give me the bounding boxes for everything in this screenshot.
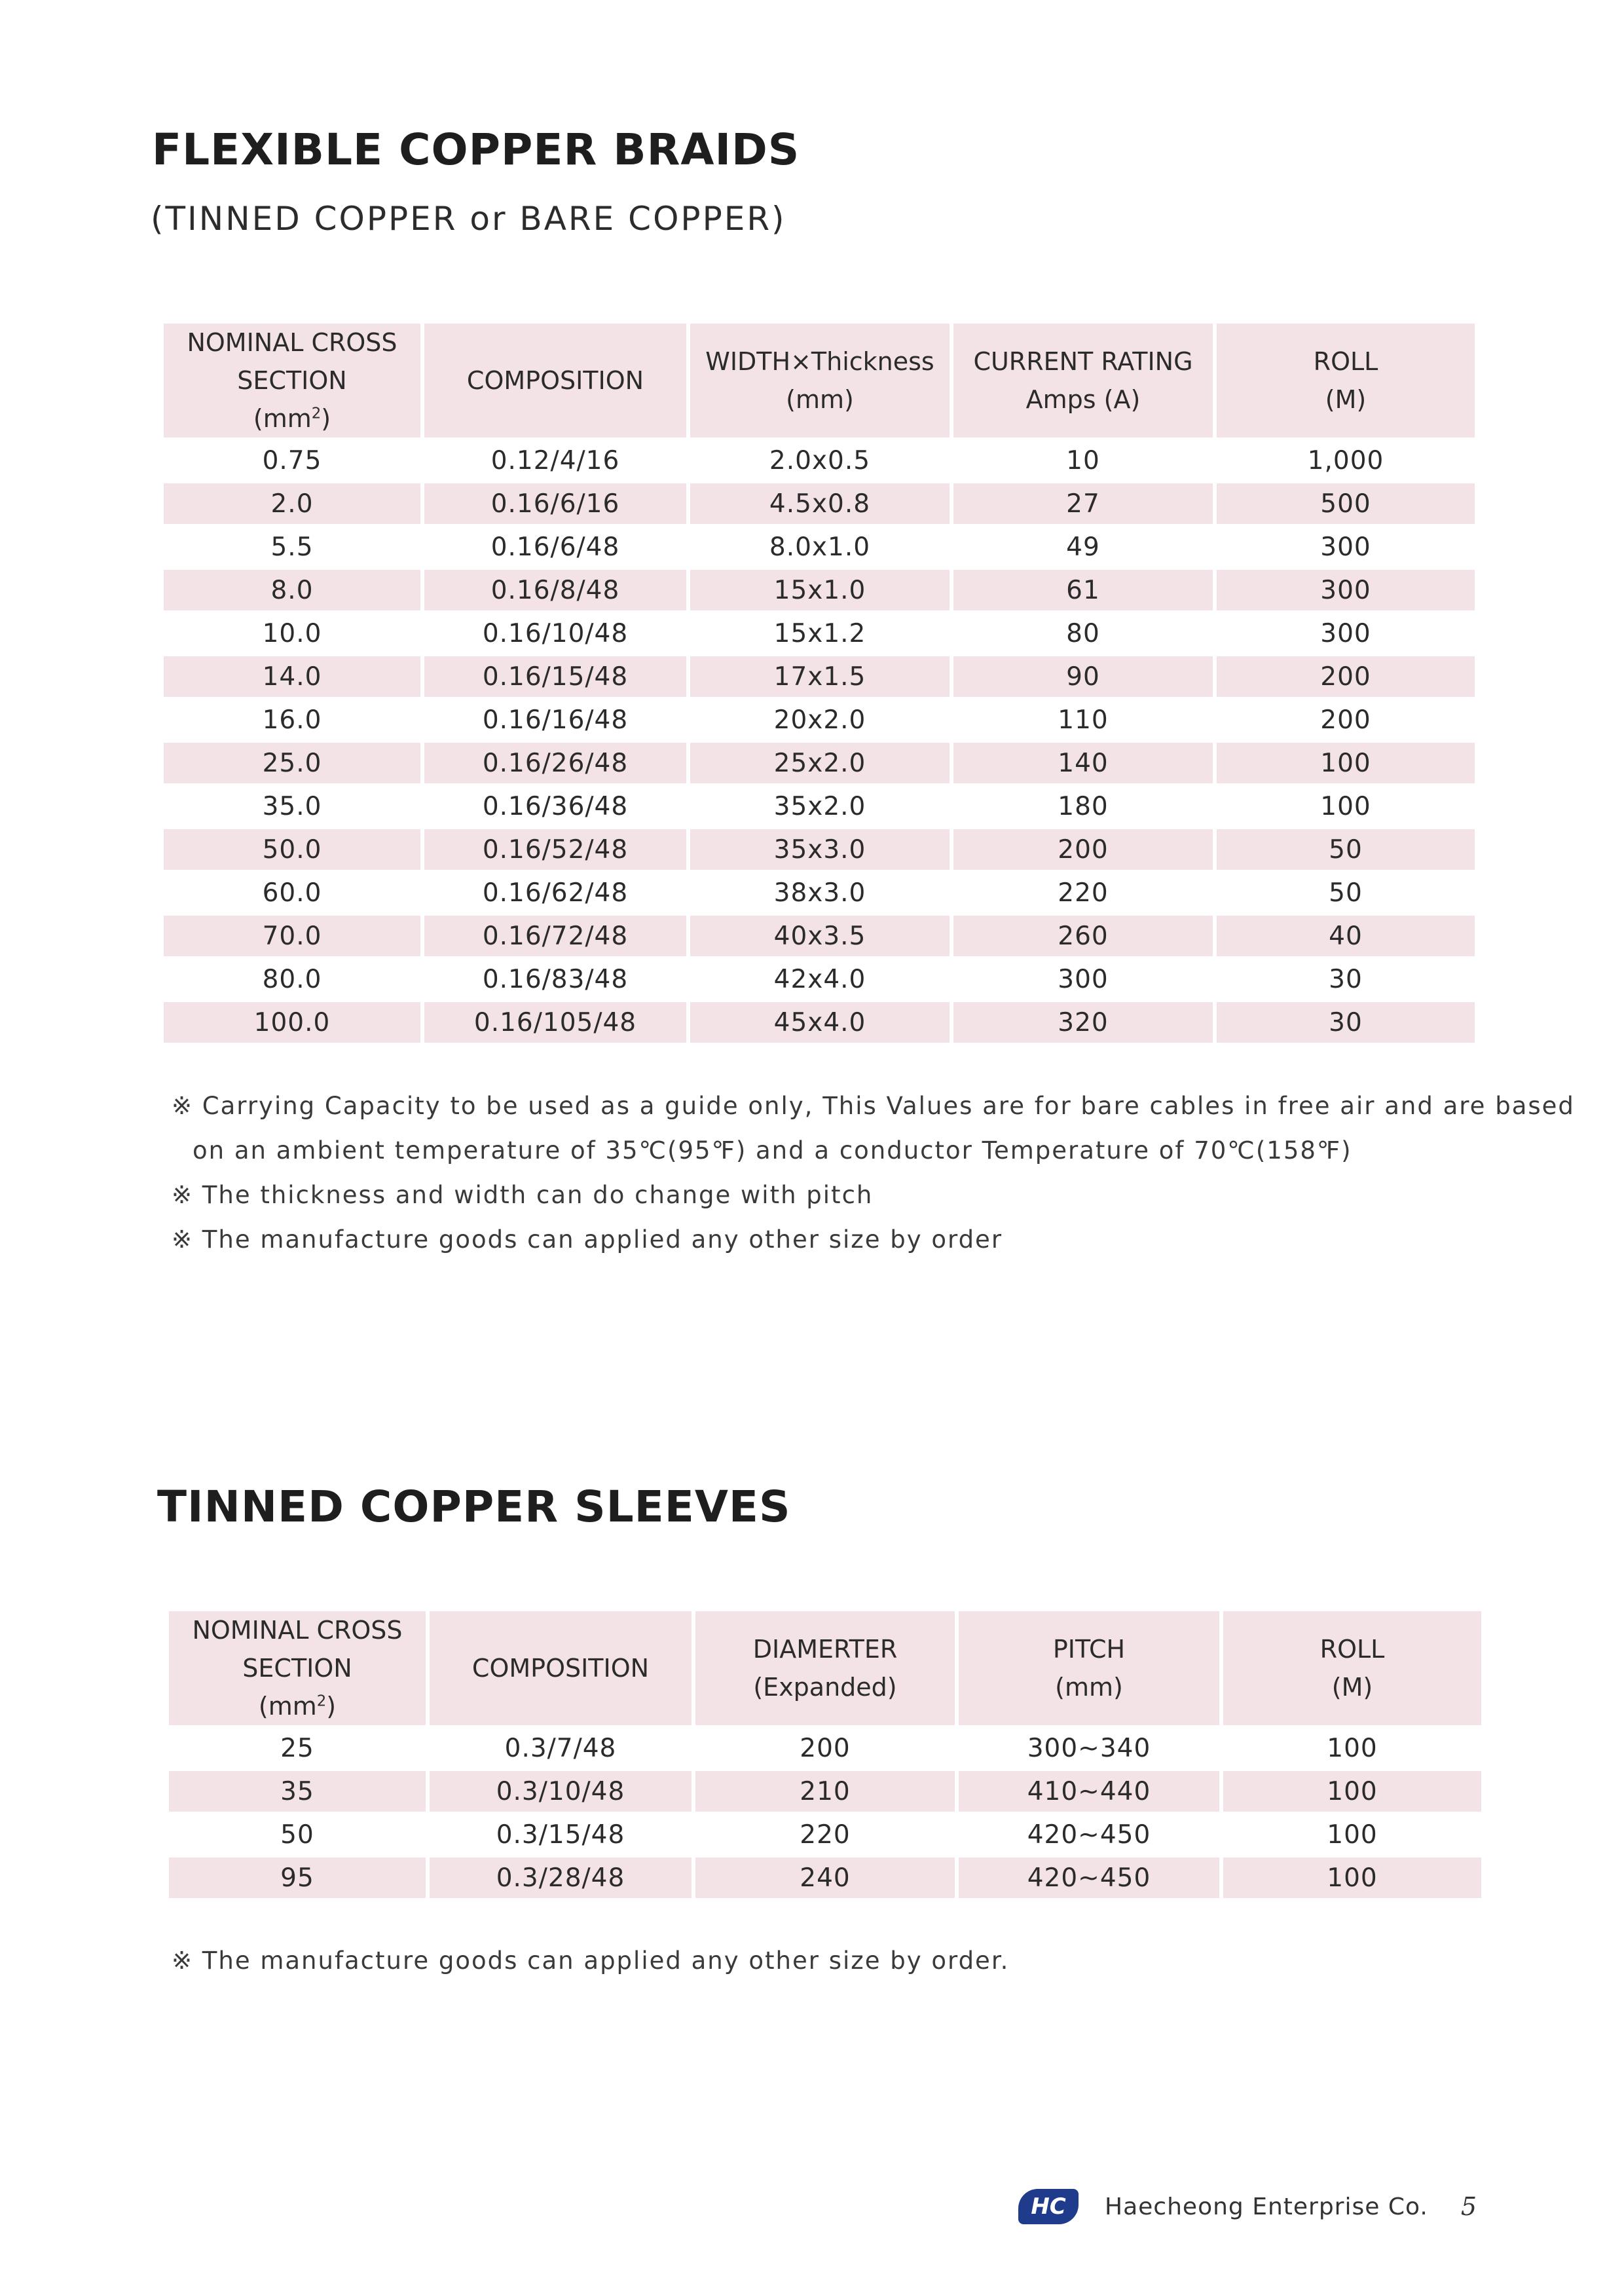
header-text: CURRENT RATING [973,347,1193,376]
table-row [164,743,1475,783]
header-text: NOMINAL CROSS [192,1616,403,1645]
note-manufacture-sleeves: ※ The manufacture goods can applied any other size by order. [172,1947,1010,1975]
cell-composition: 0.16/83/48 [482,964,629,994]
unit-close: ) [326,1692,337,1721]
cell-current: 220 [1058,878,1109,908]
cell-current: 61 [953,570,1213,610]
cell-composition: 0.16/52/48 [424,829,686,870]
cell-roll: 30 [1329,964,1363,994]
cell-diameter: 240 [695,1857,955,1898]
header-text: COMPOSITION [466,366,644,395]
braids-notes [172,1084,1575,1262]
header-nominal-section [169,1611,426,1725]
cell-section: 25 [280,1733,314,1763]
braids-title: FLEXIBLE COPPER BRAIDS [152,124,800,175]
page-footer [1018,2189,1477,2224]
cell-section: 16.0 [262,705,322,735]
company-name: Haecheong Enterprise Co. [1105,2193,1428,2220]
header-composition [424,324,686,438]
cell-width-thickness: 15x1.0 [690,570,950,610]
cell-current: 49 [1066,532,1100,562]
cell-section: 60.0 [262,878,322,908]
cell-section: 2.0 [164,483,420,524]
logo-text: HC [1031,2193,1066,2220]
note-thickness-width: ※ The thickness and width can do change with pitch [172,1181,874,1209]
header-text: (mm) [786,385,854,414]
cell-roll: 1,000 [1307,445,1384,476]
cell-composition: 0.12/4/16 [490,445,620,476]
header-pitch [959,1611,1219,1725]
cell-current: 200 [953,829,1213,870]
cell-composition: 0.16/105/48 [424,1002,686,1043]
sleeves-table [165,1609,1485,1901]
cell-current: 180 [1058,791,1109,821]
cell-section: 14.0 [164,656,420,697]
cell-composition: 0.16/16/48 [482,705,629,735]
cell-roll: 30 [1217,1002,1475,1043]
cell-section: 50 [280,1819,314,1850]
header-text: (Expanded) [753,1673,897,1702]
cell-roll: 100 [1320,791,1371,821]
cell-section: 100.0 [164,1002,420,1043]
cell-width-thickness: 2.0x0.5 [769,445,871,476]
unit-text: (mm [258,1692,317,1721]
header-unit [164,400,420,438]
cell-width-thickness: 15x1.2 [773,618,866,648]
braids-table [160,321,1479,1045]
cell-section: 70.0 [164,916,420,956]
cell-section: 8.0 [164,570,420,610]
cell-section: 35 [169,1771,426,1812]
header-text: WIDTH×Thickness [705,347,934,376]
unit-close: ) [321,404,331,433]
cell-composition: 0.3/10/48 [430,1771,692,1812]
cell-current: 260 [953,916,1213,956]
cell-section: 35.0 [262,791,322,821]
cell-roll: 300 [1320,618,1371,648]
cell-current: 27 [953,483,1213,524]
cell-section: 50.0 [164,829,420,870]
header-width-thickness [690,324,950,438]
cell-composition: 0.16/10/48 [482,618,629,648]
header-text: SECTION [242,1654,352,1683]
sleeves-title: TINNED COPPER SLEEVES [157,1482,791,1532]
header-text: (mm) [1055,1673,1123,1702]
header-text: (M) [1325,385,1367,414]
table-row [169,1857,1481,1898]
braids-subtitle: (TINNED COPPER or BARE COPPER) [151,200,786,238]
cell-diameter: 200 [800,1733,851,1763]
cell-composition: 0.16/6/48 [490,532,620,562]
table-row [164,570,1475,610]
cell-composition: 0.3/15/48 [496,1819,625,1850]
company-logo [1018,2189,1079,2224]
cell-composition: 0.16/26/48 [424,743,686,783]
cell-width-thickness: 35x2.0 [773,791,866,821]
cell-roll: 300 [1217,570,1475,610]
cell-current: 320 [953,1002,1213,1043]
cell-composition: 0.3/28/48 [430,1857,692,1898]
cell-current: 10 [1066,445,1100,476]
table-row [169,1771,1481,1812]
header-text: (M) [1331,1673,1373,1702]
cell-composition: 0.16/62/48 [482,878,629,908]
cell-width-thickness: 4.5x0.8 [690,483,950,524]
cell-width-thickness: 17x1.5 [690,656,950,697]
header-unit [169,1687,426,1725]
table-row [164,483,1475,524]
cell-pitch: 420~450 [959,1857,1219,1898]
header-text: ROLL [1320,1635,1385,1664]
braids-table-body [164,440,1475,1043]
header-composition [430,1611,692,1725]
unit-superscript: 2 [316,1692,327,1710]
cell-pitch: 420~450 [1027,1819,1151,1850]
note-carrying-capacity: ※ Carrying Capacity to be used as a guide only, This Values are for bare cables in free air and are based [172,1092,1575,1120]
unit-superscript: 2 [311,405,322,422]
cell-section: 5.5 [270,532,314,562]
table-row [164,872,1475,913]
cell-current: 90 [953,656,1213,697]
cell-roll: 100 [1327,1733,1378,1763]
header-text: COMPOSITION [471,1654,650,1683]
cell-current: 300 [1058,964,1109,994]
header-text: NOMINAL CROSS [187,328,397,357]
header-text: Amps (A) [1025,385,1141,414]
table-row [164,786,1475,827]
cell-section: 80.0 [262,964,322,994]
page-number: 5 [1460,2192,1477,2221]
cell-composition: 0.16/36/48 [482,791,629,821]
cell-composition: 0.16/6/16 [424,483,686,524]
cell-width-thickness: 40x3.5 [690,916,950,956]
header-roll [1223,1611,1481,1725]
cell-section: 0.75 [262,445,322,476]
cell-section: 95 [169,1857,426,1898]
table-row [164,700,1475,740]
cell-current: 140 [953,743,1213,783]
cell-diameter: 220 [800,1819,851,1850]
cell-width-thickness: 45x4.0 [690,1002,950,1043]
cell-section: 10.0 [262,618,322,648]
cell-roll: 100 [1327,1819,1378,1850]
header-text: SECTION [237,366,347,395]
cell-pitch: 300~340 [1027,1733,1151,1763]
table-row [164,613,1475,654]
cell-width-thickness: 8.0x1.0 [769,532,871,562]
table-row [164,959,1475,999]
cell-current: 80 [1066,618,1100,648]
braids-header-row [164,324,1475,438]
cell-width-thickness: 35x3.0 [690,829,950,870]
cell-roll: 100 [1223,1857,1481,1898]
cell-width-thickness: 25x2.0 [690,743,950,783]
cell-pitch: 410~440 [959,1771,1219,1812]
table-row [164,656,1475,697]
cell-roll: 200 [1217,656,1475,697]
cell-roll: 100 [1223,1771,1481,1812]
table-row [164,440,1475,481]
header-diameter [695,1611,955,1725]
table-row [164,1002,1475,1043]
note-carrying-capacity-cont: on an ambient temperature of 35℃(95℉) and a conductor Temperature of 70℃(158℉) [193,1136,1352,1165]
cell-composition: 0.16/8/48 [424,570,686,610]
table-row [164,527,1475,567]
cell-width-thickness: 42x4.0 [773,964,866,994]
header-roll [1217,324,1475,438]
cell-roll: 50 [1217,829,1475,870]
table-row [164,916,1475,956]
header-text: ROLL [1313,347,1378,376]
header-text: PITCH [1052,1635,1126,1664]
sleeves-header-row [169,1611,1481,1725]
unit-text: (mm [253,404,312,433]
cell-roll: 50 [1329,878,1363,908]
cell-roll: 200 [1320,705,1371,735]
cell-width-thickness: 20x2.0 [773,705,866,735]
cell-current: 110 [1058,705,1109,735]
sleeves-notes [172,1939,1009,1983]
header-text: DIAMERTER [752,1635,898,1664]
cell-roll: 300 [1320,532,1371,562]
cell-width-thickness: 38x3.0 [773,878,866,908]
sleeves-table-body [169,1728,1481,1898]
header-nominal-section [164,324,420,438]
cell-composition: 0.16/72/48 [424,916,686,956]
cell-roll: 40 [1217,916,1475,956]
table-row [169,1814,1481,1855]
cell-composition: 0.16/15/48 [424,656,686,697]
cell-roll: 500 [1217,483,1475,524]
header-current-rating [953,324,1213,438]
cell-composition: 0.3/7/48 [504,1733,617,1763]
cell-diameter: 210 [695,1771,955,1812]
table-row [164,829,1475,870]
cell-roll: 100 [1217,743,1475,783]
note-manufacture: ※ The manufacture goods can applied any other size by order [172,1225,1003,1254]
cell-section: 25.0 [164,743,420,783]
table-row [169,1728,1481,1768]
